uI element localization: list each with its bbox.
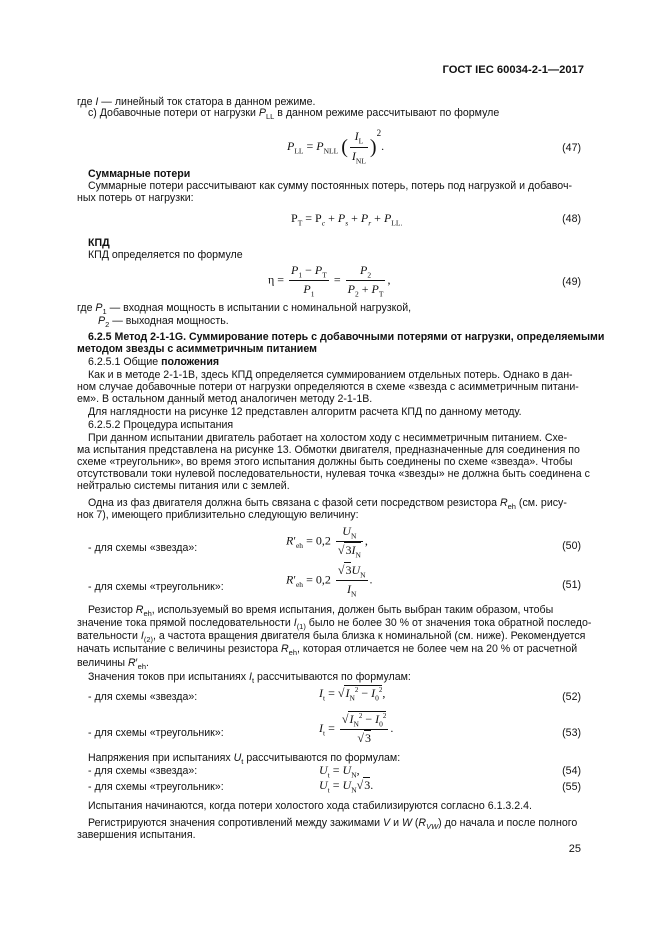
section-heading: методом звезды с асимметричным питанием (77, 343, 317, 355)
text-line: ных потерь от нагрузки: (77, 192, 194, 204)
text-line: Как и в методе 2-1-1B, здесь КПД определяется суммированием отдельных потерь. Однако в дан- (88, 369, 573, 381)
formula-55: $U_t = U_N√3$. (319, 778, 374, 795)
text-line: начать испытание с величины резистора $R_{eh}$, которая отличается не более чем на 20 % от расчетной (77, 643, 578, 658)
text-line: КПД определяется по формуле (88, 249, 243, 261)
equation-number: (50) (562, 540, 581, 552)
text-line: ма испытания представлена на рисунке 13. Обмотки двигателя, предназначенные для соединения по (77, 444, 580, 456)
text-line: нейтралью системы питания или с землей. (77, 480, 290, 492)
section-title: КПД (88, 237, 110, 249)
text-line: Испытания начинаются, когда потери холостого хода стабилизируются согласно 6.1.3.2.4. (88, 800, 532, 812)
label-delta: - для схемы «треугольник»: (88, 727, 224, 739)
text-line: значение тока прямой последовательности $I_{(1)}$ было не более 30 % от значения тока обратной последо- (77, 617, 592, 632)
text-line: Суммарные потери рассчитывают как сумму постоянных потерь, потерь под нагрузкой и добавоч- (88, 180, 573, 192)
section-heading: 6.2.5 Метод 2-1-1G. Суммирование потерь с добавочными потерями от нагрузки, определяемыми (88, 331, 605, 343)
text-line: где $P_1$ — входная мощность в испытании с номинальной нагрузкой, (77, 302, 412, 317)
section-title: Суммарные потери (88, 168, 191, 180)
label-star: - для схемы «звезда»: (88, 691, 198, 703)
text-line: схеме «треугольник», во время этого испытания должны быть соединены по схеме «звезда». Чтобы (77, 456, 573, 468)
text-line: При данном испытании двигатель работает на холостом ходу с несимметричным питанием. Схе- (88, 432, 568, 444)
text-line: где I — линейный ток статора в данном режиме. (77, 96, 316, 108)
equation-number: (53) (562, 727, 581, 739)
text-line: ном случае добавочные потери от нагрузки определяются в схеме «звезда с асимметричным питани- (77, 381, 579, 393)
text-line: Напряжения при испытаниях $U_t$ рассчитываются по формулам: (88, 752, 401, 767)
equation-number: (52) (562, 691, 581, 703)
text-line: Для наглядности на рисунке 12 представлен алгоритм расчета КПД по данному методу. (88, 406, 522, 418)
formula-48: $P_T = P_c + P_s + P_r + P_{LL.}$ (291, 211, 403, 228)
equation-number: (54) (562, 765, 581, 777)
text-line: вательности $I_{(2)}$, а частота вращения двигателя была близка к номинальной (см. ниже). Рекомендуется (77, 630, 586, 645)
text-line: Регистрируются значения сопротивлений между зажимами V и W $(R_{VW})$ до начала и после полного (88, 817, 578, 832)
standard-header: ГОСТ IEC 60034-2-1—2017 (442, 64, 584, 76)
formula-47: $P_{LL} = P_{NLL}$ ( $\frac{I_L}{I_{NL}}$ )$^2$. (287, 128, 385, 166)
text-line: Значения токов при испытаниях $I_t$ рассчитываются по формулам: (88, 671, 411, 686)
text-line: отсутствовали токи нулевой последовательности, нулевая точка «звезды» не должна быть соединена с (77, 468, 590, 480)
label-delta: - для схемы «треугольник»: (88, 581, 224, 593)
subsection-title: 6.2.5.1 Общие положения (88, 356, 220, 368)
text-line: нок 7), имеющего приблизительно следующую величину: (77, 509, 359, 521)
label-star: - для схемы «звезда»: (88, 542, 198, 554)
equation-number: (47) (562, 142, 581, 154)
equation-number: (49) (562, 276, 581, 288)
formula-51: $R'_{eh} = 0,2$ $\frac{√3U_N}{I_N}$ . (286, 563, 373, 599)
text-line: Одна из фаз двигателя должна быть связана с фазой сети посредством резистора $R_{eh}$ (см. рису- (88, 497, 567, 512)
formula-49: η = $\frac{P_1 - P_T}{P_1}$ = $\frac{P_2}{P_2 + P_T}$ , (268, 263, 391, 299)
text-line: ем». В остальном данный метод аналогичен методу 2-1-1B. (77, 393, 373, 405)
equation-number: (51) (562, 579, 581, 591)
label-star: - для схемы «звезда»: (88, 765, 198, 777)
formula-50: $R'_{eh} = 0,2$ $\frac{U_N}{√3I_N}$ , (286, 524, 368, 560)
text-line: c) Добавочные потери от нагрузки $P_{LL}$ в данном режиме рассчитывают по формуле (88, 107, 500, 122)
text-line: величины $R'_{eh}$. (77, 657, 149, 672)
page-number: 25 (568, 843, 581, 855)
text-line: $P_2$ — выходная мощность. (98, 315, 229, 330)
subsection-title: 6.2.5.2 Процедура испытания (88, 419, 234, 431)
text-line: завершения испытания. (77, 829, 196, 841)
text-line: Резистор $R_{eh}$, используемый во время испытания, должен быть выбран таким образом, чтобы (88, 604, 554, 619)
equation-number: (48) (562, 213, 581, 225)
formula-53: $I_t$ = $\frac{√I_N^2 - I_0^2}{√3}$ . (319, 712, 394, 746)
formula-52: $I_t = √I_N^2 - I_0^2$, (319, 686, 386, 703)
label-delta: - для схемы «треугольник»: (88, 781, 224, 793)
equation-number: (55) (562, 781, 581, 793)
formula-54: $U_t = U_N$, (319, 763, 360, 780)
